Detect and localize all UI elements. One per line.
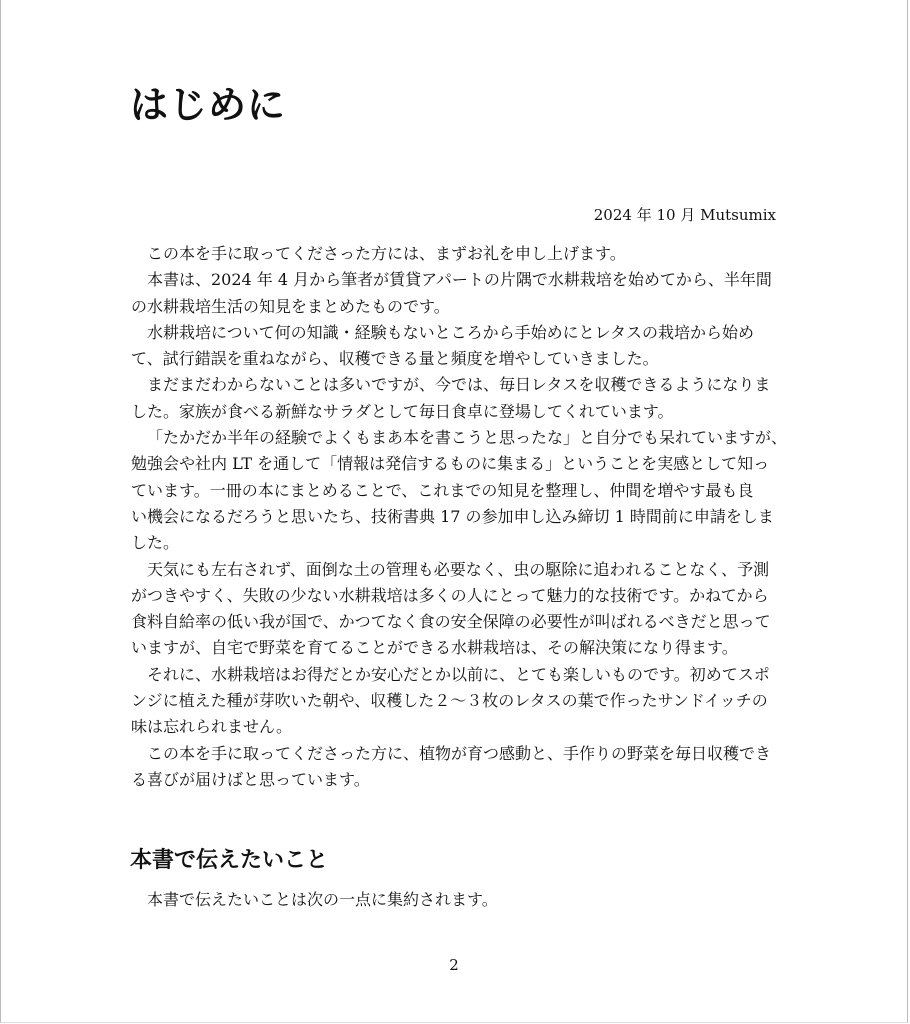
paragraph-line: て、試行錯誤を重ねながら、収穫できる量と頻度を増やしていきました。 <box>131 349 659 369</box>
paragraph-line: この本を手に取ってくださった方に、植物が育つ感動と、手作りの野菜を毎日収穫でき <box>147 743 772 763</box>
page-title: はじめに <box>130 83 287 127</box>
section-heading: 本書で伝えたいこと <box>130 848 329 873</box>
paragraph-line: 水耕栽培について何の知識・経験もないところから手始めにとレタスの栽培から始め <box>147 322 755 342</box>
paragraph-line: の水耕栽培生活の知見をまとめたものです。 <box>131 296 450 316</box>
paragraph-line: がつきやすく、失敗の少ない水耕栽培は多くの人にとって魅力的な技術です。かねてから <box>131 585 769 605</box>
paragraph <box>131 741 791 794</box>
paragraph-line: した。 <box>131 533 180 553</box>
paragraph-line: 食料自給率の低い我が国で、かつてなく食の安全保障の必要性が叫ばれるべきだと思って <box>131 612 771 632</box>
paragraph-line: る喜びが届けばと思っています。 <box>131 769 370 789</box>
paragraph-line: この本を手に取ってくださった方には、まずお礼を申し上げます。 <box>147 244 626 263</box>
paragraph-line: まだまだわからないことは多いですが、今では、毎日レタスを収穫できるようになりま <box>147 375 771 395</box>
paragraph <box>131 557 791 662</box>
page-number: 2 <box>449 956 459 974</box>
paragraph-line: した。家族が食べる新鮮なサラダとして毎日食卓に登場してくれています。 <box>131 401 674 421</box>
paragraph-line: い機会になるだろうと思いたち、技術書典 17 の参加申し込み締切 1 時間前に申請をしま <box>131 506 774 526</box>
paragraph-line: ています。一冊の本にまとめることで、これまでの知見を整理し、仲間を増やす最も良 <box>131 480 754 500</box>
paragraph-line: 天気にも左右されず、面倒な土の管理も必要なく、虫の駆除に追われることなく、予測 <box>147 559 770 579</box>
paragraph <box>131 372 791 425</box>
paragraph <box>131 320 791 373</box>
paragraph <box>131 662 791 741</box>
paragraph-line: 味は忘れられません。 <box>131 717 292 737</box>
paragraph <box>131 267 791 320</box>
paragraph-line: 勉強会や社内 LT を通して「情報は発信するものに集まる」ということを実感として知っ <box>131 454 770 474</box>
paragraph <box>131 425 791 556</box>
paragraph-line: それに、水耕栽培はお得だとか安心だとか以前に、とても楽しいものです。初めてスポ <box>147 664 770 684</box>
section-paragraph: 本書で伝えたいことは次の一点に集約されます。 <box>147 890 498 909</box>
paragraph-line: 本書は、2024 年 4 月から筆者が賃貸アパートの片隅で水耕栽培を始めてから、半年間 <box>147 270 772 290</box>
paragraph-line: いますが、自宅で野菜を育てることができる水耕栽培は、その解決策になり得ます。 <box>131 638 738 658</box>
paragraph <box>131 241 791 267</box>
body-text <box>131 241 791 793</box>
date-author: 2024 年 10 月 Mutsumix <box>593 206 776 224</box>
paragraph-line: 「たかだか半年の経験でよくもまあ本を書こうと思ったな」と自分でも呆れていますが、 <box>147 428 788 448</box>
paragraph-line: ンジに植えた種が芽吹いた朝や、収穫した２〜３枚のレタスの葉で作ったサンドイッチの <box>131 691 768 711</box>
